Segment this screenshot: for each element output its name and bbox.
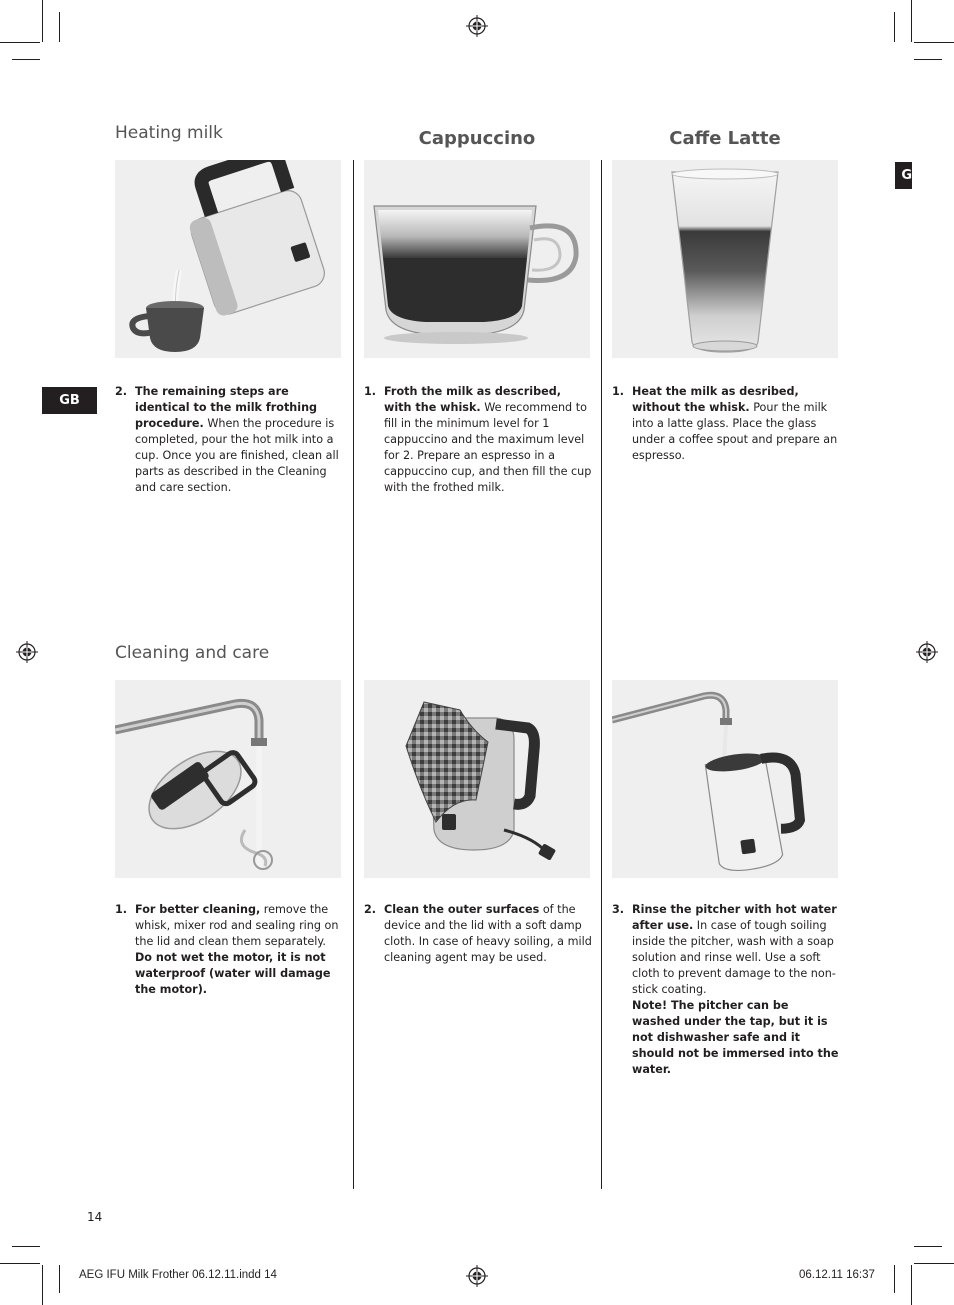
page-number: 14 [87, 1210, 103, 1224]
step-text: remove the whisk, mixer rod and sealing ring on the lid and clean them separately. [135, 903, 339, 948]
crop-mark [59, 1265, 60, 1293]
step-heating-2 [115, 384, 343, 496]
step-cappuccino-1 [364, 384, 592, 496]
crop-mark [42, 1265, 43, 1305]
photo-pouring-milk [115, 160, 341, 358]
photo-rinsing-pitcher [612, 680, 838, 878]
step-bold-text: Heat the milk as desribed, without the whisk. [632, 385, 799, 414]
heading-caffe-latte: Caffe Latte [669, 128, 781, 149]
crop-mark [894, 12, 895, 42]
step-number: 2. [364, 903, 377, 916]
step-text: In case of tough soiling inside the pitcher, wash with a soap solution and rinse well. Use a soft cloth to prevent damage to the non-stick coating. [632, 919, 836, 996]
step-cleaning-2 [364, 902, 592, 966]
crop-mark [42, 0, 43, 42]
step-bold-text: The remaining steps are identical to the milk frothing procedure. [135, 385, 318, 430]
step-bold-text: Froth the milk as described, with the whisk. [384, 385, 561, 414]
crop-mark [914, 1246, 942, 1247]
crop-mark [914, 59, 942, 60]
crop-mark [0, 42, 40, 43]
crop-mark [59, 12, 60, 42]
registration-mark-icon [466, 15, 488, 37]
step-bold-text: For better cleaning, [135, 903, 261, 916]
step-text: We recommend to fill in the minimum level for 1 cappuccino and the maximum level for 2. Prepare an espresso in a cappuccino cup, and then fill the cup with the frothed milk. [384, 401, 592, 494]
crop-mark [911, 0, 912, 42]
step-bold-text: Rinse the pitcher with hot water after use. [632, 903, 837, 932]
photo-latte-glass [612, 160, 838, 358]
crop-mark [914, 1263, 954, 1264]
step-latte-1 [612, 384, 840, 464]
registration-mark-icon [916, 641, 938, 663]
step-note-text: Note! The pitcher can be washed under the tap, but it is not dishwasher safe and it should not be immersed into the water. [632, 999, 839, 1076]
step-cleaning-1 [115, 902, 343, 998]
step-text: of the device and the lid with a soft damp cloth. In case of heavy soiling, a mild cleaning agent may be used. [384, 903, 592, 964]
heading-cleaning-care: Cleaning and care [115, 643, 270, 663]
photo-cappuccino-cup [364, 160, 590, 358]
step-number: 2. [115, 385, 128, 398]
registration-mark-icon [16, 641, 38, 663]
step-text: Pour the milk into a latte glass. Place the glass under a coffee spout and prepare an espresso. [632, 401, 838, 462]
language-tab-right: G [895, 162, 912, 189]
photo-rinsing-lid [115, 680, 341, 878]
step-number: 1. [364, 385, 377, 398]
heading-heating-milk: Heating milk [115, 123, 223, 143]
step-number: 1. [612, 385, 625, 398]
crop-mark [12, 1246, 40, 1247]
column-divider [353, 160, 354, 1189]
crop-mark [911, 1265, 912, 1305]
step-cleaning-3 [612, 902, 840, 1078]
crop-mark [914, 42, 954, 43]
step-bold-text: Clean the outer surfaces [384, 903, 540, 916]
heading-cappuccino: Cappuccino [418, 128, 536, 149]
step-number: 1. [115, 903, 128, 916]
crop-mark [0, 1263, 40, 1264]
crop-mark [894, 1265, 895, 1293]
step-text: When the procedure is completed, pour the hot milk into a cup. Once you are finished, clean all parts as described in the Cleaning and care section. [135, 417, 339, 494]
crop-mark [12, 59, 40, 60]
language-tab-gb: GB [42, 387, 97, 414]
step-warning-text: Do not wet the motor, it is not waterproof (water will damage the motor). [135, 951, 331, 996]
step-number: 3. [612, 903, 625, 916]
photo-wiping-device [364, 680, 590, 878]
registration-mark-icon [466, 1265, 488, 1287]
footer-file-name: AEG IFU Milk Frother 06.12.11.indd 14 [79, 1269, 277, 1281]
column-divider [601, 160, 602, 1189]
footer-date: 06.12.11 16:37 [799, 1269, 875, 1281]
